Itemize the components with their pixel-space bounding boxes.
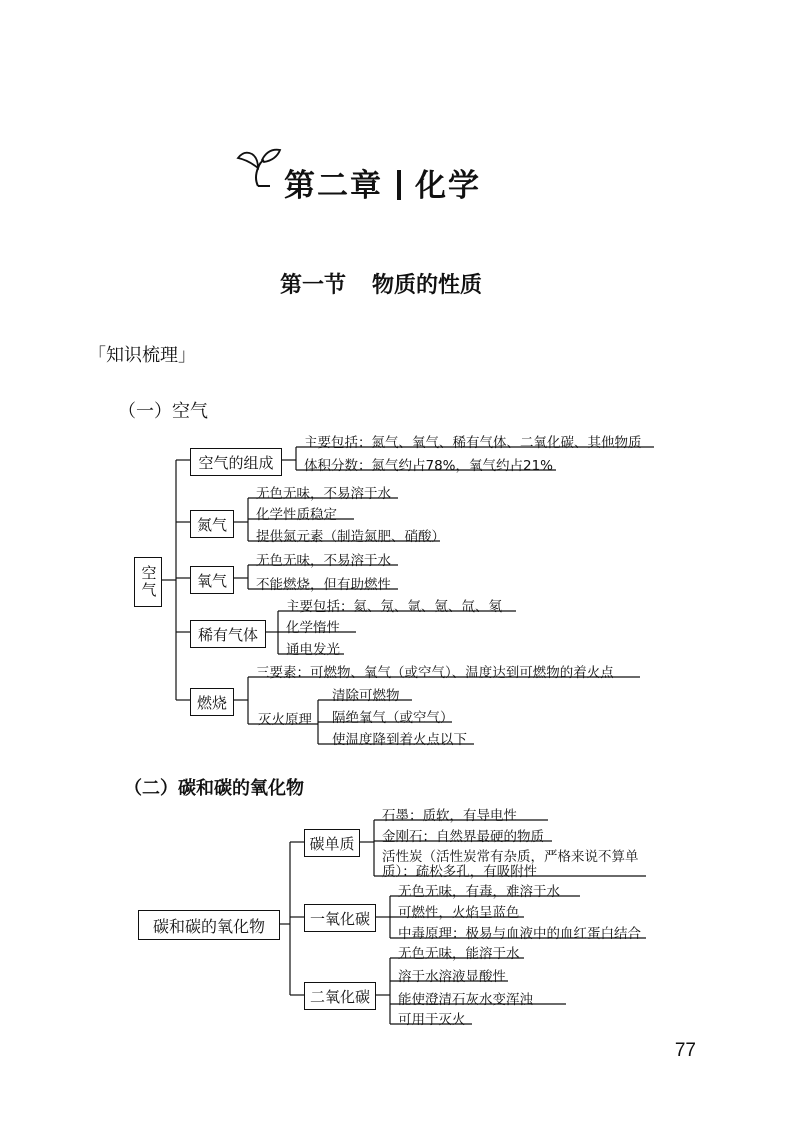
carbon-element-item: 活性炭（活性炭常有杂质，严格来说不算单 [382, 849, 639, 865]
co-item: 中毒原理：极易与血液中的血红蛋白结合 [398, 926, 641, 942]
section-number: 第一节 [280, 273, 347, 298]
extinguish-item: 清除可燃物 [332, 688, 400, 704]
carbon-root-node: 碳和碳的氧化物 [138, 910, 280, 940]
nitrogen-item: 化学性质稳定 [256, 507, 337, 523]
oxygen-node: 氧气 [190, 566, 234, 594]
carbon-element-item: 金刚石：自然界最硬的物质 [382, 829, 544, 845]
page-number: 77 [674, 1040, 696, 1061]
co2-item: 无色无味，能溶于水 [398, 946, 520, 962]
noble-gas-item: 化学惰性 [286, 620, 340, 636]
noble-gas-item: 通电发光 [286, 642, 340, 658]
air-composition-item: 体积分数：氮气约占78%，氧气约占21% [304, 458, 554, 474]
chapter-number: 第二章 [284, 168, 383, 204]
nitrogen-node: 氮气 [190, 510, 234, 538]
extinguish-item: 使温度降到着火点以下 [332, 732, 467, 748]
noble-gas-item: 主要包括：氦、氖、氩、氪、氙、氡 [286, 599, 502, 615]
co2-item: 可用于灭火 [398, 1012, 466, 1028]
carbon-heading: （二）碳和碳的氧化物 [124, 778, 304, 799]
air-root-label: 空气 [139, 565, 158, 599]
chapter-name: 化学 [415, 168, 481, 204]
extinguish-label: 灭火原理 [258, 712, 312, 728]
co-item: 无色无味，有毒，难溶于水 [398, 884, 560, 900]
carbon-element-item: 石墨：质软，有导电性 [382, 808, 517, 824]
oxygen-item: 不能燃烧，但有助燃性 [256, 577, 391, 593]
nitrogen-item: 提供氮元素（制造氮肥、硝酸） [256, 529, 445, 545]
noble-gas-node: 稀有气体 [190, 620, 266, 648]
carbon-element-item: 质）：疏松多孔，有吸附性 [382, 864, 538, 880]
air-composition-node: 空气的组成 [190, 448, 282, 476]
carbon-element-node: 碳单质 [304, 829, 360, 857]
knowledge-heading: 「知识梳理」 [88, 345, 196, 366]
combustion-node: 燃烧 [190, 688, 234, 716]
co2-item: 能使澄清石灰水变浑浊 [398, 992, 533, 1008]
combustion-triple: 三要素：可燃物、氧气（或空气）、温度达到可燃物的着火点 [256, 665, 614, 681]
oxygen-item: 无色无味，不易溶于水 [256, 553, 391, 569]
co-node: 一氧化碳 [304, 904, 376, 932]
co2-item: 溶于水溶液显酸性 [398, 969, 506, 985]
section-name: 物质的性质 [372, 273, 483, 298]
co2-node: 二氧化碳 [304, 982, 376, 1010]
extinguish-item: 隔绝氧气（或空气） [332, 710, 454, 726]
co-item: 可燃性，火焰呈蓝色 [398, 905, 520, 921]
nitrogen-item: 无色无味，不易溶于水 [256, 486, 391, 502]
air-heading: （一）空气 [118, 401, 208, 422]
air-composition-item: 主要包括：氮气、氧气、稀有气体、二氧化碳、其他物质 [304, 435, 642, 451]
